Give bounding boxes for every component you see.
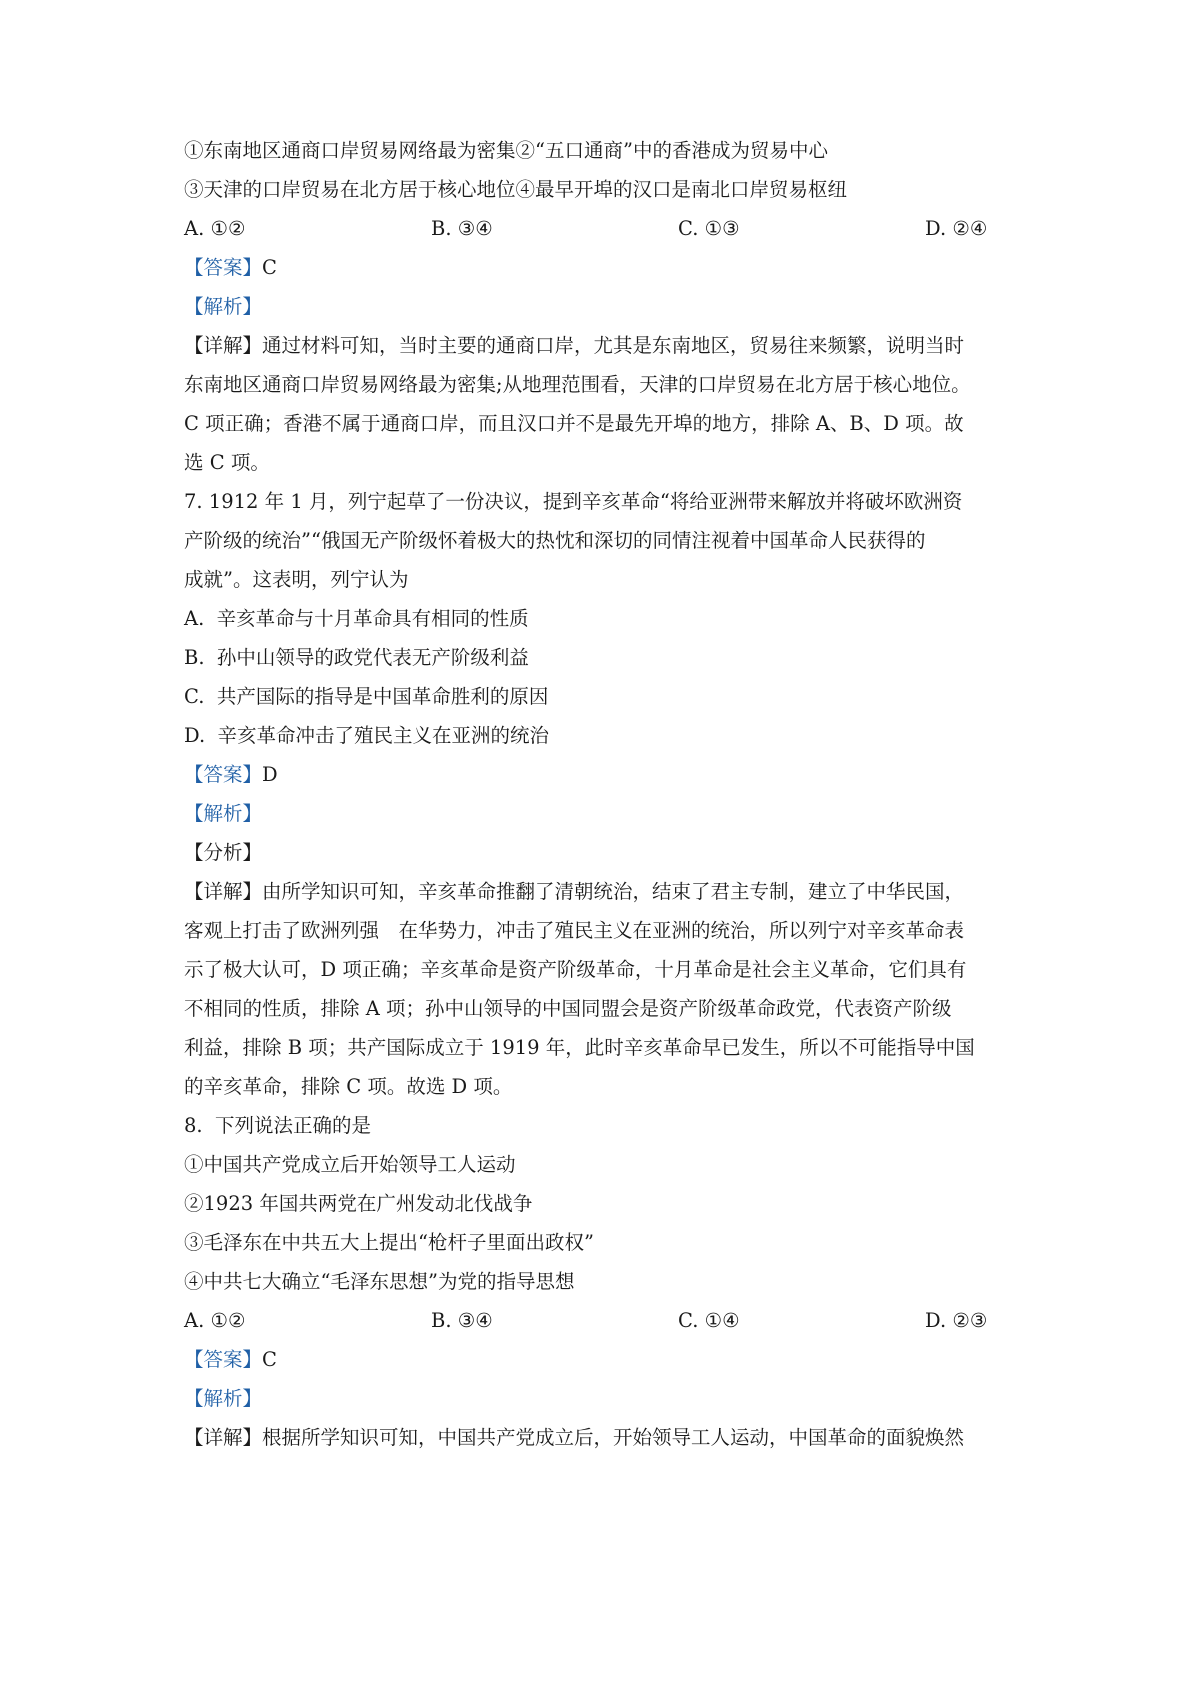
q7-stem-line-1: 7. 1912 年 1 月，列宁起草了一份决议，提到辛亥革命“将给亚洲带来解放并将破坏欧洲资: [184, 490, 963, 513]
detail-tag: 【详解】: [184, 880, 263, 903]
q7-detail-text-1: 由所学知识可知，辛亥革命推翻了清朝统治，结束了君主专制，建立了中华民国，: [262, 880, 965, 903]
q7-analysis-heading: [184, 801, 1024, 827]
q8-option-b: B. ③④: [431, 1309, 493, 1332]
q7-detail-line-2: 客观上打击了欧洲列强 在华势力，冲击了殖民主义在亚洲的统治，所以列宁对辛亥革命表: [184, 919, 965, 942]
q7-detail-line-6: 的辛亥革命，排除 C 项。故选 D 项。: [184, 1075, 513, 1098]
q6-detail-text-1: 通过材料可知，当时主要的通商口岸，尤其是东南地区，贸易往来频繁，说明当时: [262, 334, 965, 357]
analysis-tag: 【解析】: [184, 295, 263, 318]
answer-tag: 【答案】: [184, 763, 263, 786]
q8-option-a: A. ①②: [184, 1309, 246, 1332]
q6-statement-1: ①东南地区通商口岸贸易网络最为密集②“五口通商”中的香港成为贸易中心: [184, 139, 828, 162]
q7-detail-line-3: 示了极大认可，D 项正确；辛亥革命是资产阶级革命，十月革命是社会主义革命，它们具有: [184, 958, 967, 981]
detail-tag: 【详解】: [184, 1426, 263, 1449]
analysis-tag: 【解析】: [184, 1387, 263, 1410]
q6-option-c: C. ①③: [678, 217, 740, 240]
q7-stem-line-3: 成就”。这表明，列宁认为: [184, 568, 409, 591]
detail-tag: 【详解】: [184, 334, 263, 357]
q6-answer-value: C: [262, 256, 277, 279]
q7-option-d: D. 辛亥革命冲击了殖民主义在亚洲的统治: [184, 724, 550, 747]
answer-tag: 【答案】: [184, 1348, 263, 1371]
q6-statement-2: ③天津的口岸贸易在北方居于核心地位④最早开埠的汉口是南北口岸贸易枢纽: [184, 178, 848, 201]
q8-statement-2: ②1923 年国共两党在广州发动北伐战争: [184, 1192, 533, 1215]
q8-option-c: C. ①④: [678, 1309, 740, 1332]
q6-option-a: A. ①②: [184, 217, 246, 240]
q7-option-a: A. 辛亥革命与十月革命具有相同的性质: [184, 607, 529, 630]
answer-tag: 【答案】: [184, 256, 263, 279]
q7-fenxi-heading: 【分析】: [184, 841, 263, 864]
q8-stem: 8. 下列说法正确的是: [184, 1114, 372, 1137]
q7-detail-line-5: 利益，排除 B 项；共产国际成立于 1919 年，此时辛亥革命早已发生，所以不可能指导中国: [184, 1036, 975, 1059]
q7-option-b: B. 孙中山领导的政党代表无产阶级利益: [184, 646, 529, 669]
q8-detail-text-1: 根据所学知识可知，中国共产党成立后，开始领导工人运动，中国革命的面貌焕然: [262, 1426, 965, 1449]
q6-detail-line-1: [184, 333, 1024, 359]
q7-stem-line-2: 产阶级的统治”“俄国无产阶级怀着极大的热忱和深切的同情注视着中国革命人民获得的: [184, 529, 926, 552]
q7-option-c: C. 共产国际的指导是中国革命胜利的原因: [184, 685, 549, 708]
q7-detail-line-1: [184, 879, 1024, 905]
q8-analysis-heading: [184, 1386, 1024, 1412]
q6-detail-line-4: 选 C 项。: [184, 451, 270, 474]
q7-detail-line-4: 不相同的性质，排除 A 项；孙中山领导的中国同盟会是资产阶级革命政党，代表资产阶级: [184, 997, 952, 1020]
q6-option-d: D. ②④: [925, 217, 988, 240]
q8-detail-line-1: [184, 1425, 1024, 1451]
q7-answer-value: D: [262, 763, 278, 786]
q6-detail-line-2: 东南地区通商口岸贸易网络最为密集;从地理范围看，天津的口岸贸易在北方居于核心地位。: [184, 373, 971, 396]
q8-statement-3: ③毛泽东在中共五大上提出“枪杆子里面出政权”: [184, 1231, 594, 1254]
q8-statement-1: ①中国共产党成立后开始领导工人运动: [184, 1153, 516, 1176]
q8-statement-4: ④中共七大确立“毛泽东思想”为党的指导思想: [184, 1270, 575, 1293]
q8-answer: [184, 1347, 1024, 1373]
analysis-tag: 【解析】: [184, 802, 263, 825]
q8-option-d: D. ②③: [925, 1309, 988, 1332]
q6-analysis-heading: [184, 294, 1024, 320]
q7-answer: [184, 762, 1024, 788]
q6-detail-line-3: C 项正确；香港不属于通商口岸，而且汉口并不是最先开埠的地方，排除 A、B、D 项。故: [184, 412, 964, 435]
q6-answer: [184, 255, 1024, 281]
q6-option-b: B. ③④: [431, 217, 493, 240]
q8-answer-value: C: [262, 1348, 277, 1371]
